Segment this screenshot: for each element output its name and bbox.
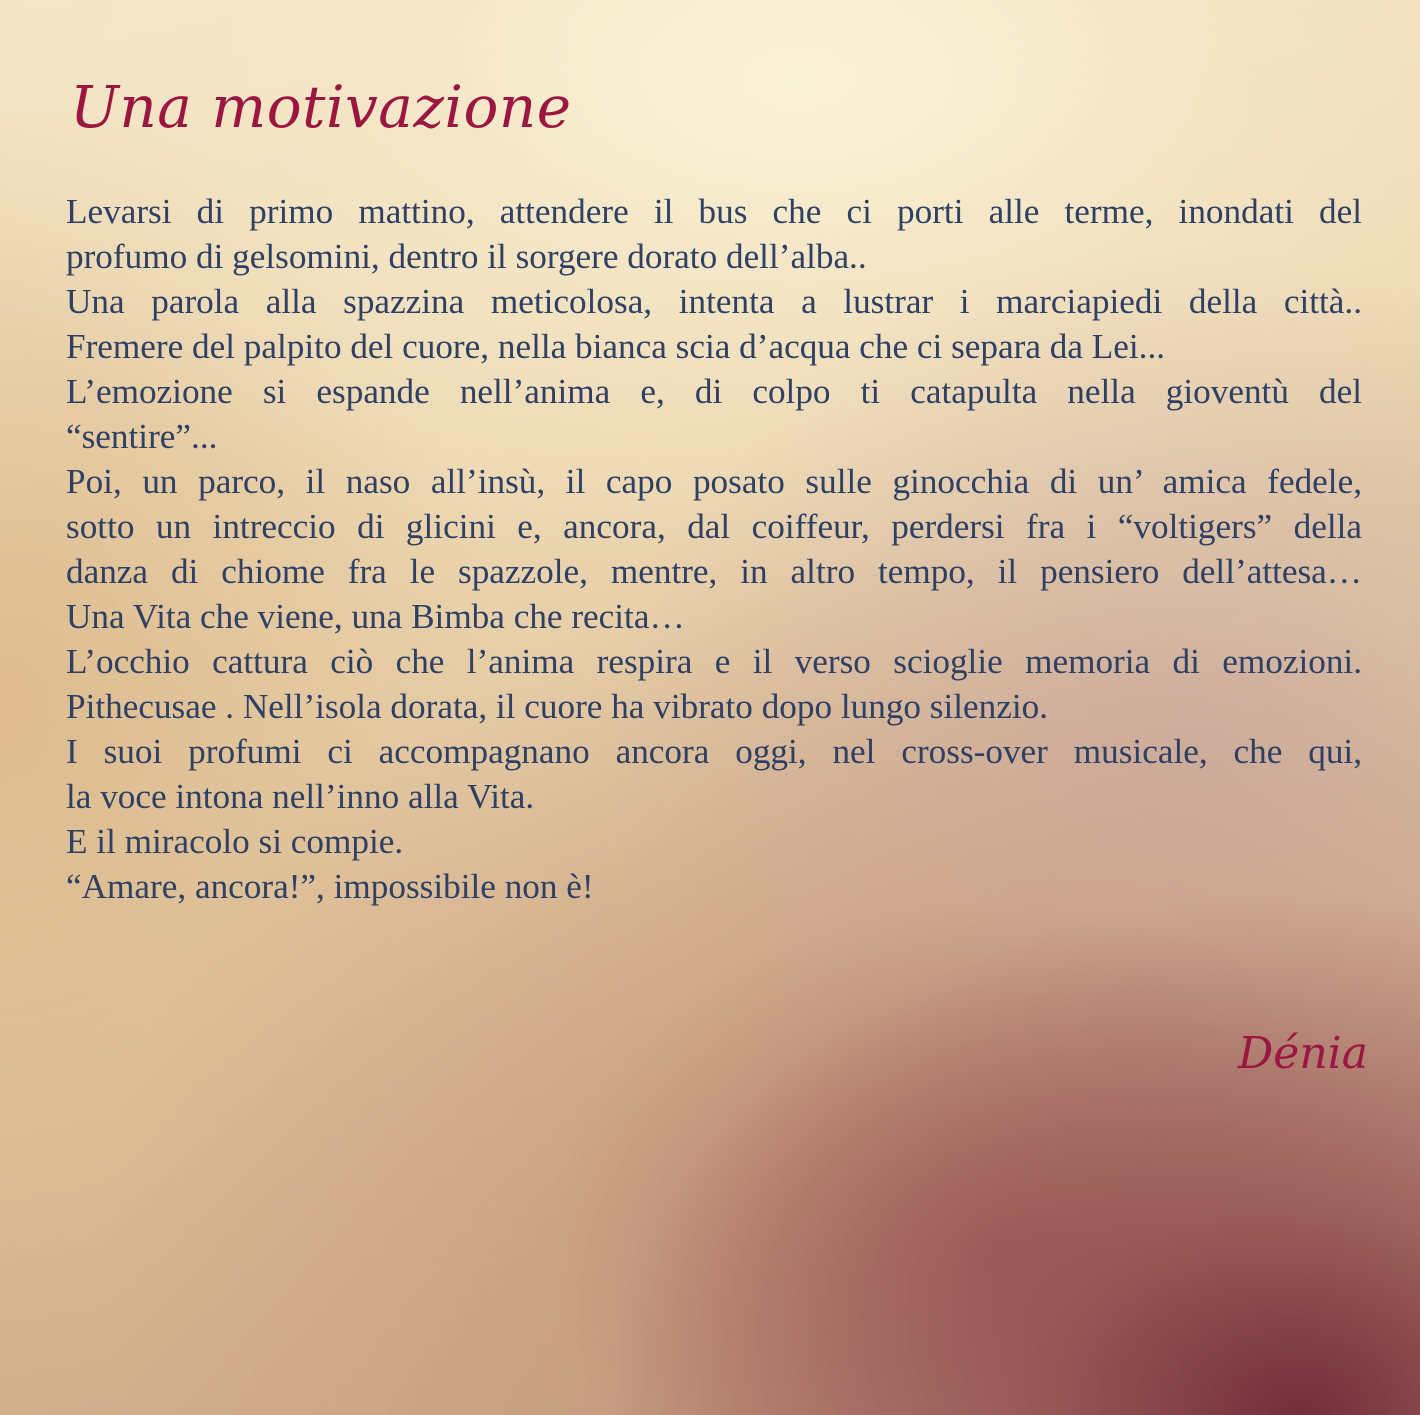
text-line: “Amare, ancora!”, impossibile non è!: [66, 867, 594, 906]
text-line: Levarsi di primo mattino, attendere il bus che ci porti alle terme, inondati del: [66, 192, 1362, 231]
text-line: E il miracolo si compie.: [66, 822, 404, 861]
body-text: [66, 189, 1362, 909]
author-signature: Dénia: [1238, 1028, 1368, 1079]
text-line: la voce intona nell’inno alla Vita.: [66, 777, 535, 816]
text-line: I suoi profumi ci accompagnano ancora oggi, nel cross-over musicale, che qui,: [66, 732, 1362, 771]
text-line: sotto un intreccio di glicini e, ancora, dal coiffeur, perdersi fra i “voltigers” della: [66, 507, 1362, 546]
page-title: Una motivazione: [70, 73, 572, 141]
text-line: L’emozione si espande nell’anima e, di colpo ti catapulta nella gioventù del: [66, 372, 1362, 411]
text-line: L’occhio cattura ciò che l’anima respira e il verso scioglie memoria di emozioni.: [66, 642, 1362, 681]
text-line: Una parola alla spazzina meticolosa, intenta a lustrar i marciapiedi della città..: [66, 282, 1362, 321]
text-line: profumo di gelsomini, dentro il sorgere dorato dell’alba..: [66, 237, 867, 276]
text-line: Una Vita che viene, una Bimba che recita…: [66, 597, 685, 636]
text-line: Fremere del palpito del cuore, nella bianca scia d’acqua che ci separa da Lei...: [66, 327, 1166, 366]
text-line: “sentire”...: [66, 417, 218, 456]
text-line: Poi, un parco, il naso all’insù, il capo posato sulle ginocchia di un’ amica fedele,: [66, 462, 1362, 501]
text-line: danza di chiome fra le spazzole, mentre, in altro tempo, il pensiero dell’attesa…: [66, 552, 1362, 591]
text-line: Pithecusae . Nell’isola dorata, il cuore ha vibrato dopo lungo silenzio.: [66, 687, 1049, 726]
